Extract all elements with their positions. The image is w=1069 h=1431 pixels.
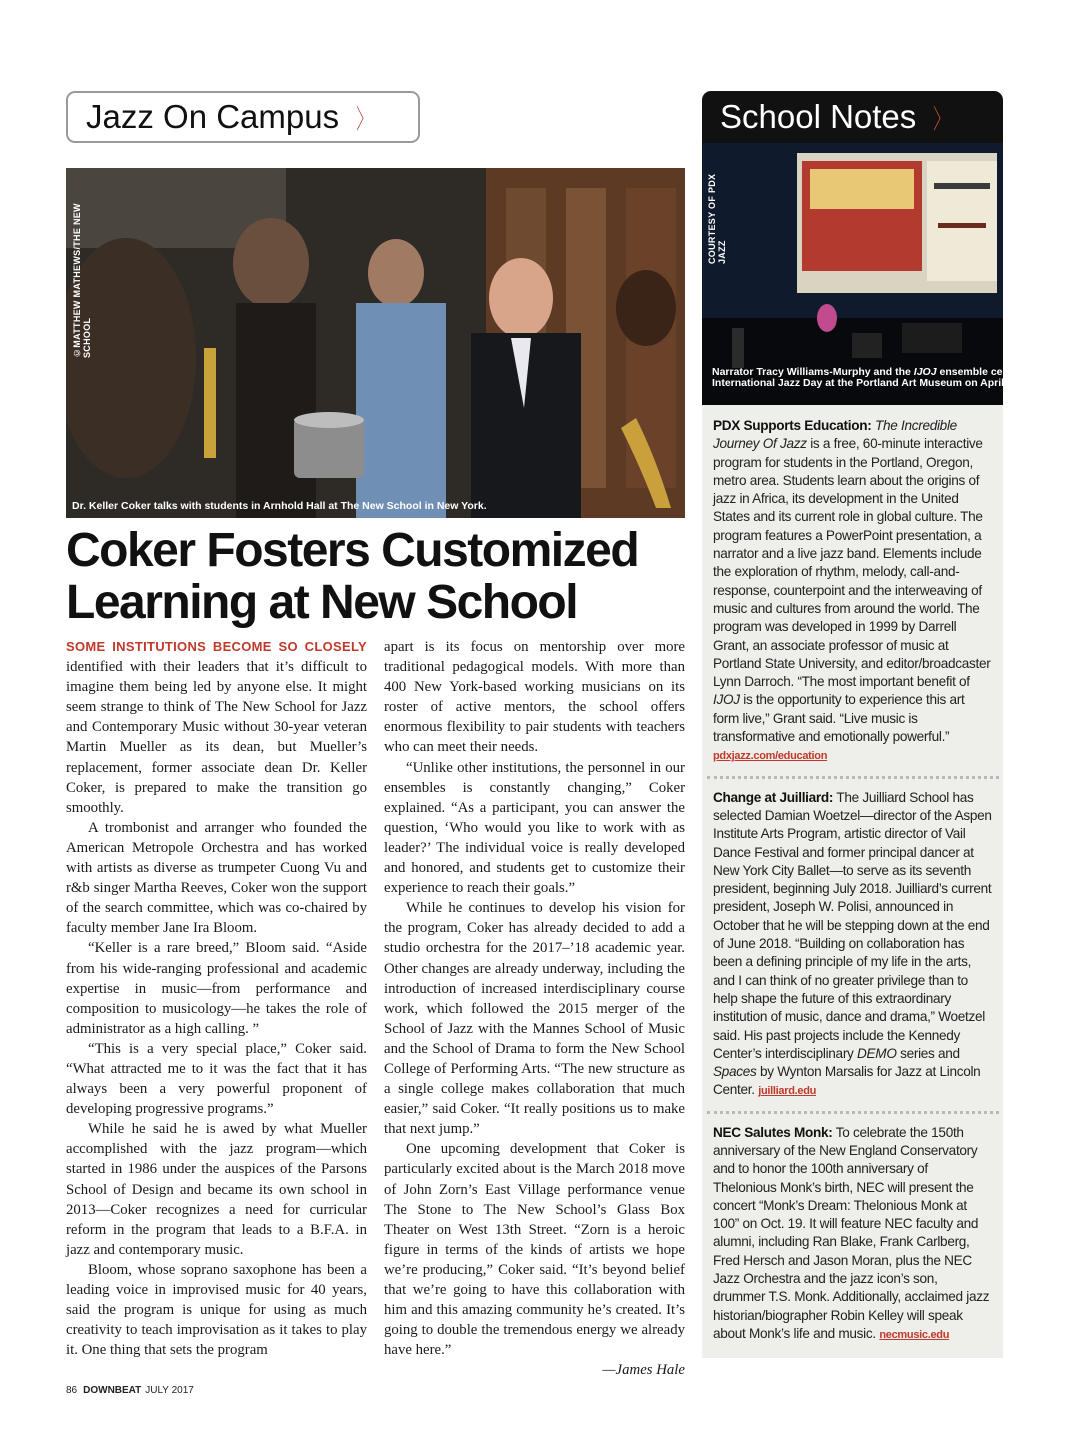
article-paragraph: While he said he is awed by what Mueller accomplished with the jazz program—which started in 1986 under the auspices of the Parsons School of Design and became its own school in 2013—Coker recognizes a need for curricular reform in the program that leads to a B.F.A. in jazz and contemporary music. — [66, 1121, 367, 1258]
article-paragraph: While he continues to develop his vision for the program, Coker has already decided to add a studio orchestra for the 2017–’18 academic year. Other changes are already underway, including the introduction of increased interdisciplinary course work, which followed the 2015 merger of the School of Jazz with the Mannes School of Music and the School of Drama to form the New School College of Performing Arts. “The new structure as a single college makes collaboration that much easier,” said Coker. “It really positions us to make that next jump.” — [384, 900, 685, 1138]
photo-scene-illustration — [66, 168, 685, 518]
byline: —James Hale — [602, 1362, 685, 1379]
page-number: 86 — [66, 1385, 78, 1396]
caption-text: Narrator Tracy Williams-Murphy and the — [712, 366, 914, 378]
note-heading: PDX Supports Education: — [713, 418, 872, 433]
article-paragraph — [66, 637, 367, 818]
section-title: Jazz On Campus — [86, 98, 340, 135]
caption-text: ensemble celebrate International Jazz Day at the Portland Art Museum on April 30. — [712, 366, 1037, 389]
note-text: The Juilliard School has selected Damian Woetzel—director of the Aspen Institute Arts Program, artistic director of Vail Dance Festival and former principal dancer at New York City Ballet—to serve as its seventh president, beginning July 2018. Juilliard’s current president, Joseph W. Polisi, announced in October that he will be stepping down at the end of June 2018. “Building on collaboration has been a defining principle of my life in the arts, and I can think of no greater privilege than to help shape the future of this extraordinary institution of music, dance and drama,” Woetzel said. His past projects include the Kennedy Center’s interdisciplinary — [713, 789, 992, 1061]
note-text: is a free, 60-minute interactive program for students in the Portland, Oregon, metro area. Students learn about the origins of jazz in Africa, its development in the United States and its current role in global culture. The program features a PowerPoint presentation, a narrator and a live jazz band. Elements include the exploration of rhythm, melody, call-and-response, counterpoint and the interweaving of music and cultures from around the world. The program was developed in 1999 by Darrell Grant, an associate professor of music at Portland State University, and editor/broadcaster Lynn Darroch. “The most important benefit of — [713, 436, 991, 690]
article-paragraph: Bloom, whose soprano saxophone has been a leading voice in improvised music for 40 years, said the program is unique for using as much creativity to teach improvisation as it takes to play it. One thing that sets the program — [66, 1261, 367, 1359]
dotted-divider — [707, 1111, 999, 1114]
article-paragraph: “Keller is a rare breed,” Bloom said. “Aside from his wide-ranging professional and academic expertise in music—from performance and composition to musicology—he takes the role of administrator as a high calling. ” — [66, 940, 367, 1037]
main-photo — [66, 168, 685, 518]
section-tab-school-notes — [702, 91, 1003, 143]
note-heading: NEC Salutes Monk: — [713, 1124, 833, 1140]
note-text: is the opportunity to experience this art form live,” Grant said. “Live music is transformative and emotionally powerful.” — [713, 692, 965, 745]
note-heading: Change at Juilliard: — [713, 789, 834, 805]
photo-credit: COURTESY OF PDX JAZZ — [707, 173, 727, 264]
photo-credit: ©MATTHEW MATHEWS/THE NEW SCHOOL — [72, 203, 92, 358]
sidebar-photo-caption — [712, 367, 1069, 389]
note-link-juilliard[interactable]: juilliard.edu — [758, 1085, 817, 1098]
note-nec — [713, 1124, 993, 1351]
note-emphasis: Spaces — [713, 1064, 757, 1080]
page-footer — [66, 1385, 194, 1396]
article-paragraph: apart is its focus on mentorship over more traditional pedagogical models. With more than 400 New York-based working musicians on its roster of active mentors, the school offers enormous flexibility to pair students with teachers who can meet their needs. — [384, 639, 685, 756]
lead-in-caps: SOME INSTITUTIONS BECOME SO CLOSELY — [66, 639, 367, 654]
note-pdx — [713, 417, 993, 772]
section-title: School Notes — [720, 98, 917, 135]
article-column-1 — [66, 637, 367, 1360]
chevron-right-icon: 〉 — [356, 103, 372, 134]
caption-emphasis: IJOJ — [913, 366, 937, 378]
note-text: by Wynton Marsalis for Jazz at Lincoln Center. — [713, 1064, 981, 1098]
note-emphasis: IJOJ — [713, 692, 740, 708]
note-link-necmusic[interactable]: necmusic.edu — [879, 1328, 950, 1341]
paragraph-text: identified with their leaders that it’s difficult to imagine them being led by anyone else. It might seem strange to think of The New School for Jazz and Contemporary Music without 30-year veteran Martin Mueller as its dean, but Mueller’s replacement, former associate dean Dr. Keller Coker, is prepared to make the transition go smoothly. — [66, 659, 367, 816]
school-notes-list — [713, 417, 993, 1350]
article-paragraph — [384, 1139, 685, 1380]
chevron-right-icon: 〉 — [933, 103, 950, 134]
article-column-2 — [384, 637, 685, 1380]
note-text: To celebrate the 150th anniversary of the New England Conservatory and to honor the 100th anniversary of Thelonious Monk’s birth, NEC will present the concert “Monk’s Dream: Thelonious Monk at 100” on Oct. 19. It will feature NEC faculty and alumni, including Ran Blake, Frank Carlberg, Fred Hersch and Jason Moran, plus the NEC Jazz Orchestra and the jazz icon’s son, drummer T.S. Monk. Additionally, acclaimed jazz historian/biographer Robin Kelley will speak about Monk’s life and music. — [713, 1124, 990, 1341]
photo-caption: Dr. Keller Coker talks with students in Arnhold Hall at The New School in New York. — [72, 500, 487, 512]
note-emphasis: The Incredible Journey Of Jazz — [713, 418, 957, 452]
article-paragraph: A trombonist and arranger who founded the American Metropole Orchestra and has worked with artists as diverse as trumpeter Cuong Vu and r&b singer Martha Reeves, Coker won the support of the search committee, which was co-chaired by faculty member Jane Ira Bloom. — [66, 819, 367, 937]
article-headline: Coker Fosters Customized Learning at New School — [66, 524, 639, 629]
issue-date: JULY 2017 — [145, 1385, 194, 1396]
magazine-brand: DOWNBEAT — [83, 1385, 142, 1396]
note-juilliard — [713, 789, 993, 1107]
dotted-divider — [707, 776, 999, 779]
section-tab-jazz-on-campus — [66, 91, 420, 143]
article-paragraph: “Unlike other institutions, the personnel in our ensembles is constantly changing,” Coker explained. “As a participant, you can answer the question, ‘Who would you like to work with as leader?’ The individual voice is really developed and honored, and students get to customize their experience to reach their goals.” — [384, 759, 685, 897]
article-paragraph: “This is a very special place,” Coker said. “What attracted me to it was the fact that it has always been a very powerful proponent of developing progressive programs.” — [66, 1040, 367, 1118]
note-emphasis: DEMO — [857, 1045, 897, 1061]
note-link-pdxjazz[interactable]: pdxjazz.com/education — [713, 750, 828, 763]
note-text: series and — [896, 1045, 960, 1061]
paragraph-text: One upcoming development that Coker is particularly excited about is the March 2018 move of John Zorn’s East Village performance venue The Stone to The New School’s Glass Box Theater on West 13th Street. “Zorn is a heroic figure in terms of the kinds of artists we hope we’re producing,” Coker said. “It’s beyond belief that we’re going to have this collaboration with him and this amazing community he’s created. It’s going to double the tremendous energy we already have here.” — [384, 1141, 685, 1359]
